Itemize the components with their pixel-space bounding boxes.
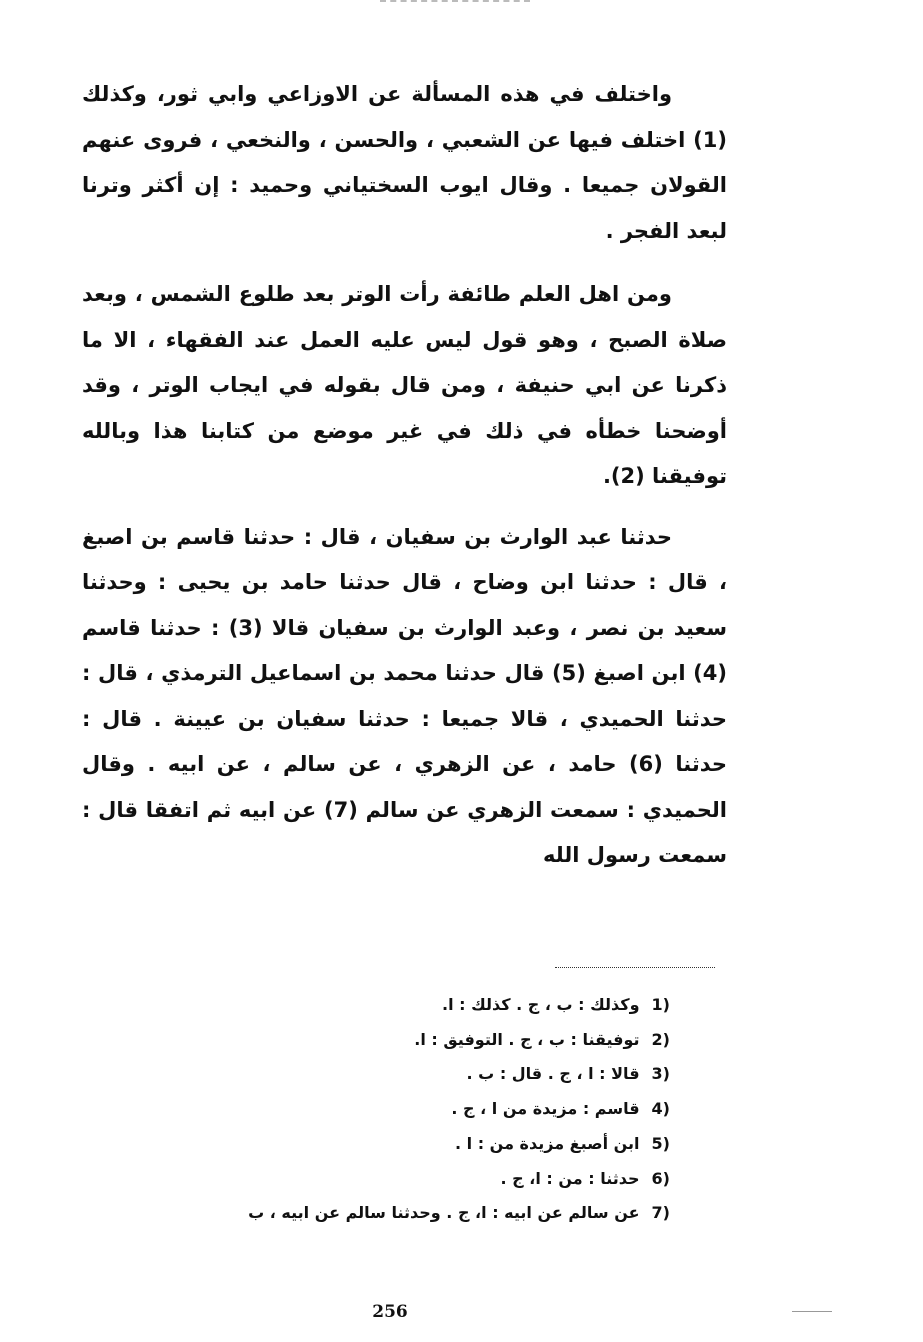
paragraph-1: واختلف في هذه المسألة عن الاوزاعي وابي ثور، وكذلك (1) اختلف فيها عن الشعبي ، والحسن ، والنخعي ، فروى عنهم القولان جميعا . وقال ايوب السختياني وحميد : إن أكثر وترنا لبعد الفجر . [82,82,727,243]
footnote-text: توفيقنا : ب ، ج . التوفيق : ا. [414,1029,640,1049]
footnote-3 [150,1057,670,1092]
footnotes-list [150,988,670,1231]
paragraph-3: حدثنا عبد الوارث بن سفيان ، قال : حدثنا قاسم بن اصبغ ، قال : حدثنا ابن وضاح ، قال حدثنا حامد بن يحيى : وحدثنا سعيد بن نصر ، وعبد الوارث بن سفيان قالا (3) : حدثنا قاسم (4) ابن اصبغ (5) قال حدثنا محمد بن اسماعيل الترمذي ، قال : حدثنا الحميدي ، قالا جميعا : حدثنا سفيان بن عيينة . قال : حدثنا (6) حامد ، عن الزهري ، عن سالم ، عن ابيه . وقال الحميدي : سمعت الزهري عن سالم (7) عن ابيه ثم اتفقا قال : سمعت رسول الله [82,524,728,867]
paragraph-2: ومن اهل العلم طائفة رأت الوتر بعد طلوع الشمس ، وبعد صلاة الصبح ، وهو قول ليس عليه العمل عند الفقهاء ، الا ما ذكرنا عن ابي حنيفة ، ومن قال بقوله في ايجاب الوتر ، وقد أوضحنا خطأه في ذلك في غير موضع من كتابنا هذا وبالله توفيقنا (2). [82,282,727,488]
footnote-4 [150,1092,670,1127]
footnote-2 [150,1023,670,1058]
footnote-number: 6) [651,1168,670,1188]
footnote-5 [150,1127,670,1162]
footnote-number: 1) [651,995,670,1014]
footnote-separator [555,967,715,968]
footnote-number: 5) [651,1133,670,1153]
footnote-number: 7) [651,1203,670,1223]
main-text [82,72,727,897]
footnote-text: عن سالم عن ابيه : ا، ج . وحدثنا سالم عن ابيه ، ب [248,1203,640,1223]
footnote-number: 2) [651,1029,670,1049]
footnote-text: قالا : ا ، ج . قال : ب . [466,1064,640,1084]
footnote-text: ابن أصبغ مزيدة من : ا . [455,1133,640,1153]
top-edge-mark [380,0,530,8]
footnote-6 [150,1162,670,1197]
footnote-text: قاسم : مزيدة من ا ، ج . [451,1099,640,1119]
footnote-text: وكذلك : ب ، ج . كذلك : ا. [442,995,640,1014]
footnote-text: حدثنا : من : ا، ج . [500,1168,640,1188]
footnote-7 [150,1196,670,1231]
footnote-1 [150,988,670,1023]
footnote-number: 3) [651,1064,670,1084]
page-number: 256 [372,1302,408,1322]
bottom-edge-mark [792,1311,832,1312]
footnote-number: 4) [651,1099,670,1119]
